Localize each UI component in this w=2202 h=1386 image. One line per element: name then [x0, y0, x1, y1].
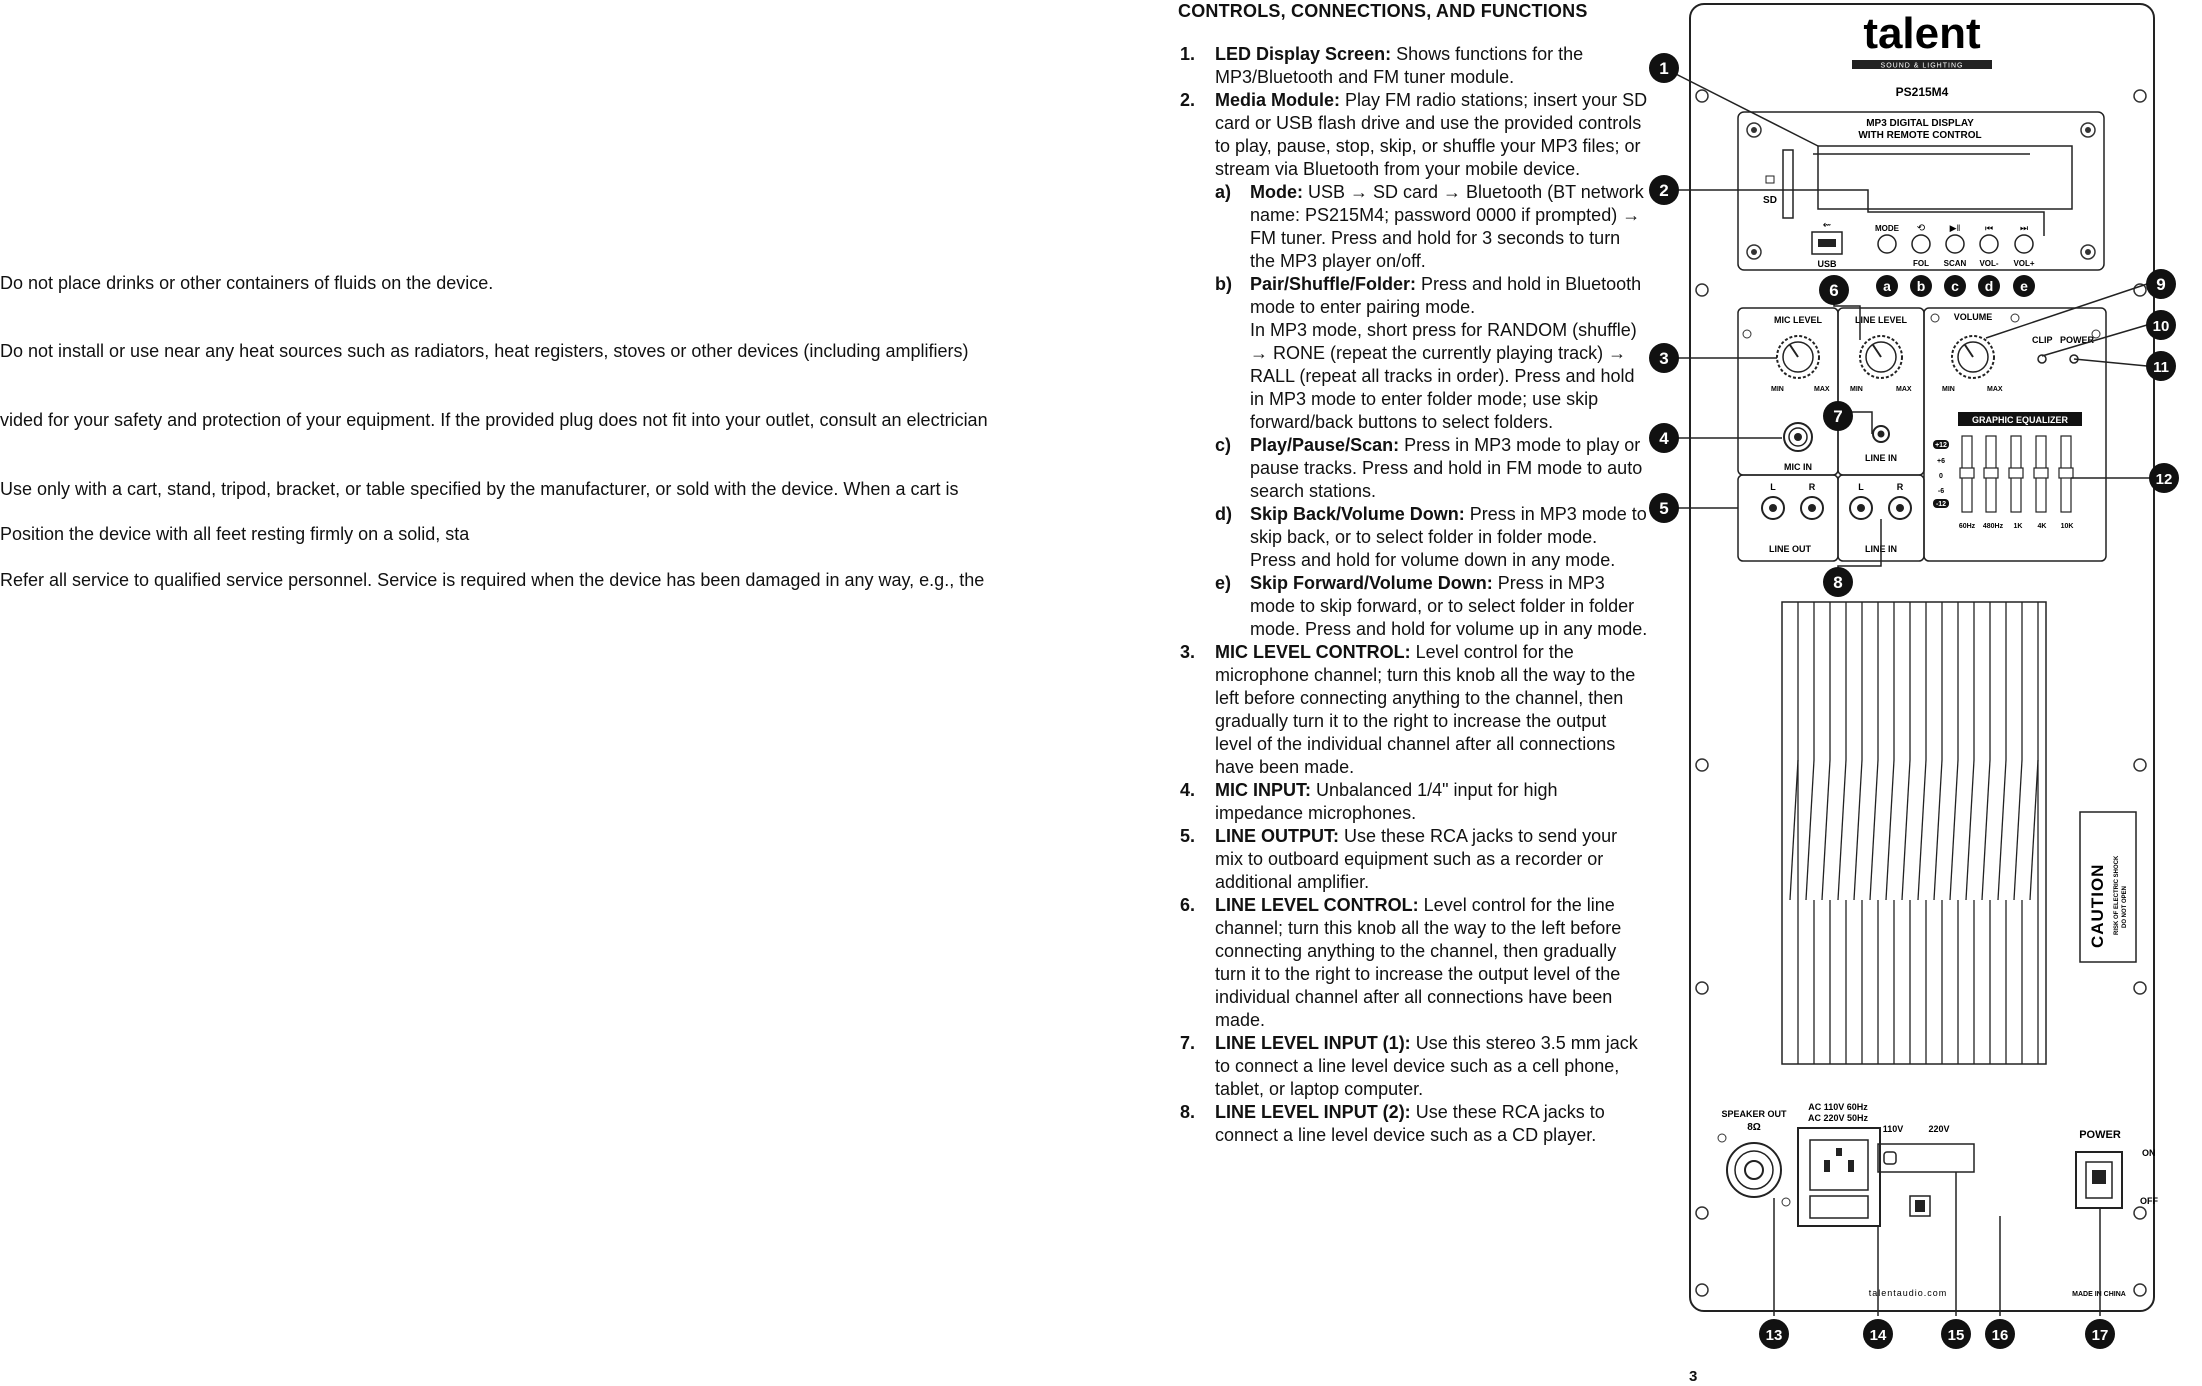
- screw: [1751, 249, 1757, 255]
- line-out-l-core: [1769, 504, 1777, 512]
- callout-4: 4: [1659, 429, 1669, 448]
- section-title: CONTROLS, CONNECTIONS, AND FUNCTIONS: [1178, 1, 1588, 21]
- callout-9: 9: [2156, 275, 2166, 294]
- screw: [1743, 330, 1751, 338]
- screw: [1931, 314, 1939, 322]
- mic-min-label: MIN: [1771, 386, 1784, 393]
- volume-label: VOLUME: [1953, 312, 1993, 322]
- callout-1: 1: [1659, 59, 1669, 78]
- line-max-label: MAX: [1896, 386, 1912, 393]
- sub-letter: b): [1215, 274, 1232, 294]
- ac-pin: [1824, 1160, 1830, 1172]
- item-text: Shows functions for the MP3/Bluetooth and FM tuner module.: [1215, 44, 1584, 87]
- heatsink: [1782, 602, 2046, 1064]
- led-display: [1818, 146, 2072, 209]
- numbered-callouts: [1649, 53, 2179, 1349]
- mp3-title-1: MP3 DIGITAL DISPLAY: [1866, 118, 1974, 129]
- speaker-out-jack-core: [1745, 1161, 1763, 1179]
- volume-pointer: [1965, 345, 1973, 357]
- sub-letter: d): [1215, 504, 1232, 524]
- clip-led: [2038, 355, 2046, 363]
- line-in-l-core: [1857, 504, 1865, 512]
- letter-a: a: [1883, 278, 1891, 294]
- callout-7: 7: [1833, 407, 1843, 426]
- sub-letter: a): [1215, 182, 1232, 202]
- usb-symbol-icon: ⇜: [1822, 220, 1832, 231]
- sub-item: [1178, 434, 1648, 503]
- callout-13: 13: [1765, 1327, 1783, 1344]
- ac-pin: [1848, 1160, 1854, 1172]
- screw: [2085, 249, 2091, 255]
- usb-port-inner: [1818, 239, 1836, 247]
- list-item: [1178, 641, 1648, 779]
- item-label: LINE OUTPUT:: [1215, 826, 1339, 846]
- screw: [1782, 1198, 1790, 1206]
- sub-text: Press in MP3 mode to skip forward, or to select folder in folder mode. Press and hold for volume up in any mode.: [1250, 573, 1648, 639]
- item-text: Level control for the microphone channel; turn this knob all the way to the left before connecting anything to the channel, then gradually turn it to the right to increase the output level of the individual channel after all connections have been made.: [1215, 642, 1636, 777]
- callout-17: 17: [2091, 1327, 2109, 1344]
- letter-e: e: [2020, 278, 2028, 294]
- eq-knob-10k: [2059, 468, 2073, 478]
- sd-icon: [1766, 176, 1774, 183]
- eq-freq-1k: 1K: [2013, 523, 2023, 530]
- screw: [2011, 314, 2019, 322]
- items-list: [1178, 43, 1648, 1147]
- speaker-out-label: SPEAKER OUT: [1721, 1109, 1787, 1119]
- item-number: 1.: [1180, 44, 1196, 64]
- sub-letter: e): [1215, 573, 1232, 593]
- item-label: LED Display Screen:: [1215, 44, 1392, 64]
- list-item: [1178, 894, 1648, 1032]
- v110-label: 110V: [1882, 1124, 1904, 1134]
- eq-freq-480hz: 480Hz: [1982, 523, 2004, 530]
- brand-logo: talent: [1863, 9, 1981, 58]
- screw: [2085, 127, 2091, 133]
- item-number: 7.: [1180, 1033, 1196, 1053]
- line-out-l: L: [1770, 482, 1776, 492]
- sd-slot: [1783, 150, 1793, 218]
- website: talentaudio.com: [1868, 1288, 1948, 1298]
- eq-db-minus12: -12: [1935, 501, 1947, 508]
- fol-button: [1912, 235, 1930, 253]
- on-label: ON: [2142, 1148, 2156, 1158]
- sub-item: [1178, 273, 1648, 434]
- line-level-pointer: [1873, 345, 1881, 357]
- brand-sub: SOUND & LIGHTING: [1880, 62, 1964, 70]
- usb-label: USB: [1817, 259, 1837, 269]
- list-item: [1178, 825, 1648, 894]
- mode-button: [1878, 235, 1896, 253]
- vol-plus-label: VOL+: [2013, 259, 2035, 268]
- vol-max-label: MAX: [1987, 386, 2003, 393]
- eq-freq-60hz: 60Hz: [1958, 523, 1976, 530]
- item-label: MIC LEVEL CONTROL:: [1215, 642, 1411, 662]
- mic-in-jack-core: [1794, 433, 1802, 441]
- screw: [1718, 1134, 1726, 1142]
- caution-text: CAUTION: [2088, 863, 2107, 948]
- sub-letter: c): [1215, 435, 1232, 455]
- voltage-selector: [1878, 1144, 1974, 1172]
- led-switch-knob: [1915, 1200, 1925, 1212]
- item-label: LINE LEVEL INPUT (2):: [1215, 1102, 1411, 1122]
- speaker-out-jack-ring: [1735, 1151, 1773, 1189]
- callout-8: 8: [1833, 573, 1843, 592]
- off-label: OFF: [2140, 1196, 2158, 1206]
- eq-knob-480hz: [1984, 468, 1998, 478]
- line-in-r: R: [1896, 482, 1904, 492]
- mic-in-label: MIC IN: [1784, 462, 1812, 472]
- item-text: Play FM radio stations; insert your SD card or USB flash drive and use the provided controls to play, pause, stop, skip, or shuffle your MP3 files; or stream via Bluetooth from your mobile device.: [1215, 90, 1648, 179]
- item-label: LINE LEVEL CONTROL:: [1215, 895, 1419, 915]
- letter-callouts: [1876, 275, 2035, 297]
- sub-label: Mode:: [1250, 182, 1303, 202]
- ac-label-1: AC 110V 60Hz: [1808, 1102, 1868, 1112]
- power-led-label: POWER: [2060, 335, 2095, 345]
- line-in-rca-label: LINE IN: [1864, 544, 1898, 554]
- safety-line-1: Do not place drinks or other containers of fluids on the device.: [0, 273, 494, 293]
- line-out-jacks: [1762, 482, 1823, 554]
- sub-item: [1178, 503, 1648, 572]
- line-out-r-core: [1808, 504, 1816, 512]
- letter-c: c: [1951, 278, 1959, 294]
- play-pause-icon: ▶‖: [1949, 223, 1961, 233]
- page-number: 3: [1689, 1368, 1698, 1385]
- item-number: 2.: [1180, 90, 1196, 110]
- list-item: [1178, 1032, 1648, 1101]
- callout-14: 14: [1869, 1327, 1887, 1344]
- sub-label: Play/Pause/Scan:: [1250, 435, 1400, 455]
- fuse-holder: [1810, 1196, 1868, 1218]
- list-item: [1178, 779, 1648, 825]
- power-switch-indicator: [2092, 1170, 2106, 1184]
- ac-pin: [1836, 1148, 1842, 1156]
- callout-5: 5: [1659, 499, 1669, 518]
- eq-freq-labels: [1959, 523, 2074, 530]
- vol-minus-button: [1980, 235, 1998, 253]
- clip-label: CLIP: [2032, 335, 2053, 345]
- ac-label-2: AC 220V 50Hz: [1807, 1113, 1869, 1123]
- line-in-mini-label: LINE IN: [1864, 453, 1898, 463]
- eq-knob-4k: [2034, 468, 2048, 478]
- mic-max-label: MAX: [1814, 386, 1830, 393]
- item-text: Level control for the line channel; turn this knob all the way to the left before connecting anything to the channel, then gradually turn it to the right to increase the output level of the individual channel after all connections have been made.: [1215, 895, 1622, 1030]
- sub-text-2: In MP3 mode, short press for RANDOM (shuffle) → RONE (repeat the currently playing track) → RALL (repeat all tracks in order). Press and hold in MP3 mode to enter folder mode; use skip forward/back buttons to select folders.: [1250, 320, 1637, 432]
- sub-label: Skip Forward/Volume Down:: [1250, 573, 1493, 593]
- eq-db-plus6: +6: [1937, 458, 1945, 465]
- model-name: PS215M4: [1895, 85, 1949, 99]
- sub-label: Skip Back/Volume Down:: [1250, 504, 1465, 524]
- eq-db-scale: [1933, 440, 1949, 508]
- eq-freq-10k: 10K: [2060, 523, 2074, 530]
- mic-level-pointer: [1790, 345, 1798, 357]
- line-out-label: LINE OUT: [1769, 544, 1811, 554]
- line-in-l: L: [1858, 482, 1864, 492]
- callout-11: 11: [2153, 359, 2169, 376]
- item-number: 6.: [1180, 895, 1196, 915]
- list-item: [1178, 43, 1648, 89]
- item-text: Use this stereo 3.5 mm jack to connect a line level device such as a cell phone, tablet, or laptop computer.: [1215, 1033, 1638, 1099]
- rear-panel-diagram: [1640, 0, 2202, 1386]
- line-level-label: LINE LEVEL: [1854, 315, 1908, 325]
- item-text: Unbalanced 1/4" input for high impedance microphones.: [1215, 780, 1558, 823]
- skip-back-icon: ⏮: [1984, 223, 1994, 233]
- line-in-r-core: [1896, 504, 1904, 512]
- safety-line-6: Refer all service to qualified service personnel. Service is required when the device has been damaged in any way, e.g., the: [0, 570, 985, 590]
- fol-label: FOL: [1913, 259, 1929, 268]
- scan-label: SCAN: [1943, 259, 1967, 268]
- shuffle-icon: ⟲: [1916, 223, 1926, 234]
- item-number: 8.: [1180, 1102, 1196, 1122]
- vol-plus-button: [2015, 235, 2033, 253]
- safety-line-5: Position the device with all feet resting firmly on a solid, sta: [0, 524, 470, 544]
- media-buttons: [1875, 223, 2035, 268]
- item-label: LINE LEVEL INPUT (1):: [1215, 1033, 1411, 1053]
- eq-sliders: [1960, 436, 2073, 512]
- vol-minus-label: VOL-: [1979, 259, 1999, 268]
- sd-label: SD: [1763, 195, 1777, 206]
- sub-text: Press in MP3 mode to skip back, or to select folder in folder mode. Press and hold for volume down in any mode.: [1250, 504, 1647, 570]
- item-number: 3.: [1180, 642, 1196, 662]
- item-number: 4.: [1180, 780, 1196, 800]
- item-label: MIC INPUT:: [1215, 780, 1311, 800]
- sub-item: [1178, 181, 1648, 273]
- mp3-title-2: WITH REMOTE CONTROL: [1858, 130, 1982, 141]
- callout-10: 10: [2152, 318, 2170, 335]
- sub-item: [1178, 572, 1648, 641]
- eq-title: GRAPHIC EQUALIZER: [1971, 415, 2069, 425]
- list-item: [1178, 1101, 1648, 1147]
- eq-knob-1k: [2009, 468, 2023, 478]
- sub-label: Pair/Shuffle/Folder:: [1250, 274, 1417, 294]
- eq-freq-4k: 4K: [2037, 523, 2047, 530]
- power-switch-label: POWER: [2079, 1129, 2121, 1141]
- made-in: MADE IN CHINA: [2072, 1291, 2126, 1298]
- sub-text: USB → SD card → Bluetooth (BT network name: PS215M4; password 0000 if prompted) → FM tuner. Press and hold for 3 seconds to turn the MP3 player on/off.: [1250, 182, 1644, 271]
- item-text: Use these RCA jacks to send your mix to outboard equipment such as a recorder or additional amplifier.: [1215, 826, 1618, 892]
- sub-text: Press in MP3 mode to play or pause tracks. Press and hold in FM mode to auto search stations.: [1250, 435, 1643, 501]
- letter-d: d: [1984, 278, 1994, 294]
- eq-knob-60hz: [1960, 468, 1974, 478]
- item-number: 5.: [1180, 826, 1196, 846]
- callout-16: 16: [1991, 1327, 2009, 1344]
- line-min-label: MIN: [1850, 386, 1863, 393]
- skip-forward-icon: ⏭: [2019, 223, 2029, 233]
- list-item: [1178, 89, 1648, 181]
- item-text: Use these RCA jacks to connect a line level device such as a CD player.: [1215, 1102, 1605, 1145]
- eq-db-minus6: -6: [1937, 488, 1945, 495]
- mode-label: MODE: [1875, 224, 1899, 233]
- speaker-ohms: 8Ω: [1747, 1122, 1761, 1133]
- ac-inlet-socket: [1810, 1140, 1868, 1190]
- line-in-mini-jack-core: [1878, 431, 1885, 438]
- callout-1-leader: [1664, 68, 1818, 146]
- vol-min-label: MIN: [1942, 386, 1955, 393]
- sub-text: Press and hold in Bluetooth mode to enter pairing mode.: [1250, 274, 1642, 317]
- screw: [1751, 127, 1757, 133]
- callout-6: 6: [1829, 281, 1839, 300]
- scan-button: [1946, 235, 1964, 253]
- panel-svg: [1640, 0, 2202, 1386]
- safety-line-4: Use only with a cart, stand, tripod, bracket, or table specified by the manufacturer, or sold with the device. When a cart is: [0, 479, 959, 499]
- safety-line-3: vided for your safety and protection of your equipment. If the provided plug does not fit into your outlet, consult an electrician: [0, 410, 988, 430]
- caution-sub-1: RISK OF ELECTRIC SHOCK: [2114, 855, 2120, 935]
- safety-line-2: Do not install or use near any heat sources such as radiators, heat registers, stoves or other devices (including amplifiers): [0, 341, 969, 361]
- callout-12: 12: [2155, 471, 2173, 488]
- mic-level-label: MIC LEVEL: [1773, 315, 1823, 325]
- eq-db-plus12: +12: [1935, 442, 1947, 449]
- voltage-selector-knob: [1884, 1152, 1896, 1164]
- item-label: Media Module:: [1215, 90, 1340, 110]
- v220-label: 220V: [1928, 1124, 1950, 1134]
- eq-db-0: 0: [1939, 473, 1943, 480]
- caution-sub-2: DO NOT OPEN: [2122, 885, 2128, 928]
- callout-2: 2: [1659, 181, 1669, 200]
- line-out-r: R: [1808, 482, 1816, 492]
- callout-15: 15: [1947, 1327, 1965, 1344]
- callout-3: 3: [1659, 349, 1669, 368]
- letter-b: b: [1916, 278, 1926, 294]
- heatsink-gap: [1800, 760, 2030, 900]
- caution-label: [2080, 812, 2136, 962]
